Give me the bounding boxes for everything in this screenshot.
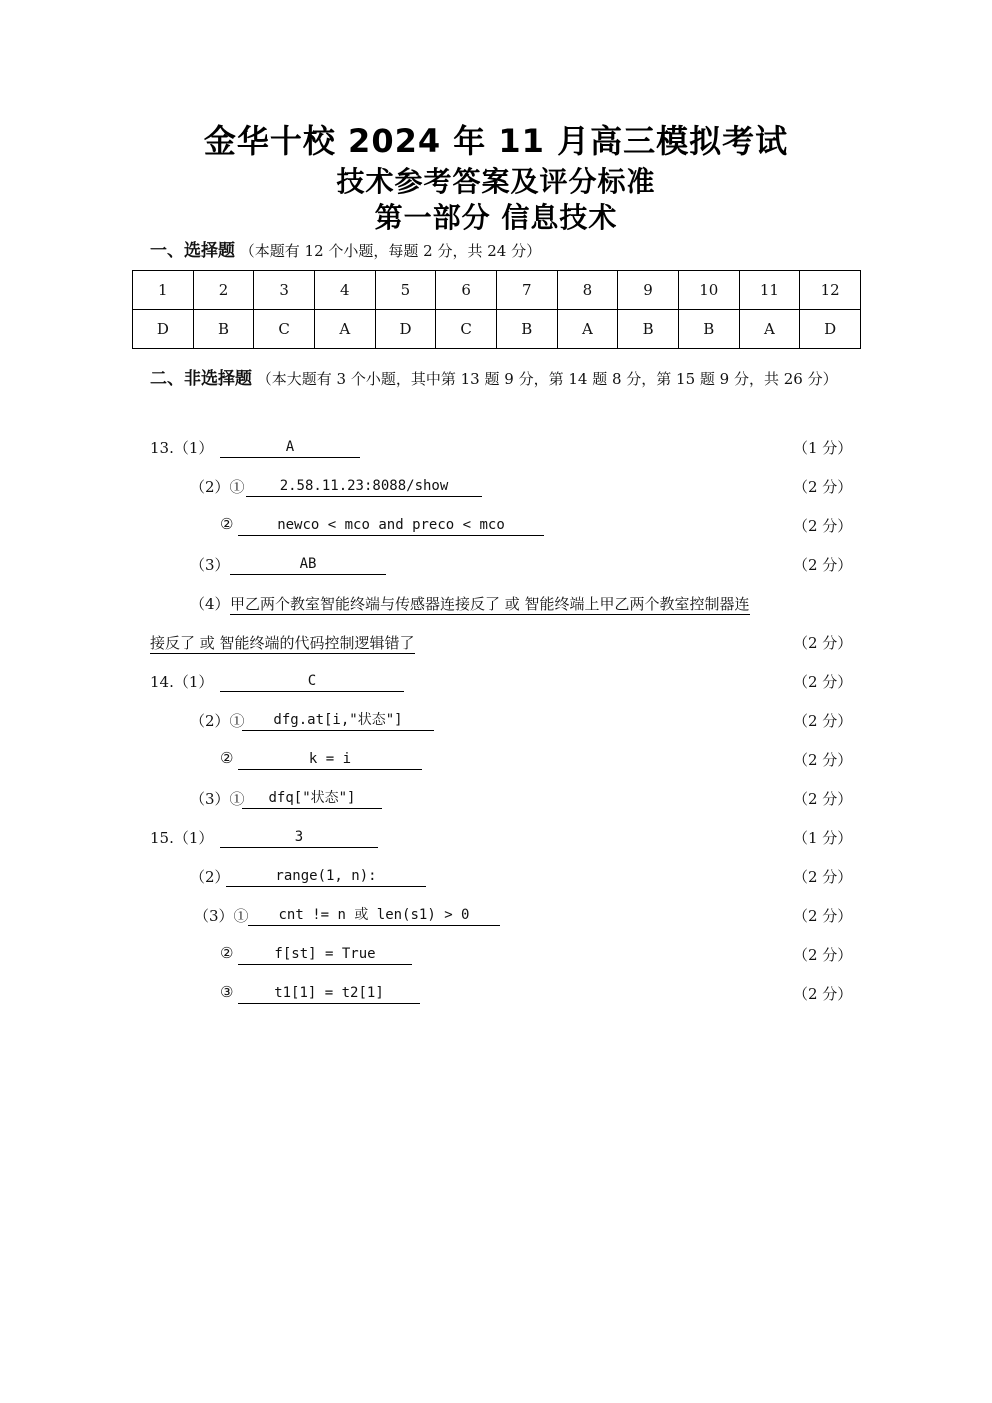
mc-num-8: 8: [557, 271, 618, 310]
answer-14-1: [0, 671, 992, 695]
answer-blank: range(1, n):: [226, 866, 426, 887]
answer-13-4: [0, 593, 992, 617]
score: （2 分）: [793, 946, 853, 964]
answer-15-3a: [0, 905, 992, 929]
answer-blank: A: [220, 437, 360, 458]
score: （2 分）: [793, 790, 853, 808]
question-label: （2）①: [190, 478, 245, 496]
answer-blank: cnt != n 或 len(s1) > 0: [248, 905, 500, 926]
section1-note: （本题有 12 个小题，每题 2 分，共 24 分）: [239, 242, 542, 260]
score: （2 分）: [793, 517, 853, 535]
answer-13-2b: [0, 515, 992, 539]
answer-blank: AB: [230, 554, 386, 575]
score: （2 分）: [793, 868, 853, 886]
score: （2 分）: [793, 751, 853, 769]
mc-num-1: 1: [133, 271, 194, 310]
mc-num-4: 4: [314, 271, 375, 310]
answer-blank: C: [220, 671, 404, 692]
question-label: （2）: [190, 868, 230, 886]
answer-blank: dfg.at[i,"状态"]: [242, 710, 434, 731]
score: （2 分）: [793, 478, 853, 496]
mc-num-9: 9: [618, 271, 679, 310]
answer-15-1: [0, 827, 992, 851]
part-title: 第一部分 信息技术: [374, 201, 618, 234]
mc-num-3: 3: [254, 271, 315, 310]
answer-13-2a: [0, 476, 992, 500]
mc-ans-1: D: [133, 310, 194, 349]
score: （2 分）: [793, 712, 853, 730]
score: （2 分）: [793, 673, 853, 691]
answer-row: [133, 310, 861, 349]
answer-15-3b: [0, 944, 992, 968]
score: （1 分）: [793, 829, 853, 847]
question-label: （3）①: [190, 790, 245, 808]
question-label: （2）①: [190, 712, 245, 730]
question-label: ③: [220, 983, 234, 1001]
question-label: ②: [220, 515, 234, 533]
mc-num-6: 6: [436, 271, 497, 310]
question-number-row: [133, 271, 861, 310]
question-label: 14.（1）: [150, 673, 214, 691]
mc-num-7: 7: [496, 271, 557, 310]
mc-ans-8: A: [557, 310, 618, 349]
mc-num-10: 10: [678, 271, 739, 310]
answer-blank: f[st] = True: [238, 944, 412, 965]
mc-num-11: 11: [739, 271, 800, 310]
question-label: ②: [220, 749, 234, 767]
answer-14-3: [0, 788, 992, 812]
mc-num-5: 5: [375, 271, 436, 310]
mc-ans-4: A: [314, 310, 375, 349]
question-label: 15.（1）: [150, 829, 214, 847]
section2-heading: [150, 360, 850, 399]
mc-ans-11: A: [739, 310, 800, 349]
answer-blank: 2.58.11.23:8088/show: [246, 476, 482, 497]
answer-blank: t1[1] = t2[1]: [238, 983, 420, 1004]
mc-ans-6: C: [436, 310, 497, 349]
answer-13-1: [0, 437, 992, 461]
mc-ans-7: B: [496, 310, 557, 349]
answer-14-2a: [0, 710, 992, 734]
question-label: ②: [220, 944, 234, 962]
section2-note: （本大题有 3 个小题，其中第 13 题 9 分，第 14 题 8 分，第 15 题 9 分，共 26 分）: [256, 370, 838, 388]
exam-title: 金华十校 2024 年 11 月高三模拟考试: [203, 122, 789, 160]
answer-15-2: [0, 866, 992, 890]
question-label: （3）①: [194, 907, 249, 925]
answer-line-1: 甲乙两个教室智能终端与传感器连接反了 或 智能终端上甲乙两个教室控制器连: [230, 595, 750, 613]
answer-14-2b: [0, 749, 992, 773]
question-label: （3）: [190, 556, 230, 574]
answer-blank: newco < mco and preco < mco: [238, 515, 544, 536]
score: （1 分）: [793, 439, 853, 457]
mc-ans-10: B: [678, 310, 739, 349]
mc-ans-3: C: [254, 310, 315, 349]
mc-num-12: 12: [800, 271, 861, 310]
mc-ans-9: B: [618, 310, 679, 349]
mc-ans-5: D: [375, 310, 436, 349]
score: （2 分）: [793, 634, 853, 652]
score: （2 分）: [793, 985, 853, 1003]
section1-title: 一、选择题: [150, 241, 235, 261]
answer-blank: dfq["状态"]: [242, 788, 382, 809]
answer-13-4-cont: [0, 632, 992, 656]
section1-heading: [150, 241, 541, 261]
score: （2 分）: [793, 556, 853, 574]
answer-blank: 3: [220, 827, 378, 848]
answer-key-title: 技术参考答案及评分标准: [336, 165, 656, 198]
section2-title: 二、非选择题: [150, 369, 252, 389]
answer-13-3: [0, 554, 992, 578]
multiple-choice-table: [132, 270, 861, 349]
mc-ans-2: B: [193, 310, 254, 349]
answer-15-3c: [0, 983, 992, 1007]
question-label: （4）: [190, 595, 230, 613]
answer-line-2: 接反了 或 智能终端的代码控制逻辑错了: [150, 634, 415, 652]
mc-num-2: 2: [193, 271, 254, 310]
question-label: 13.（1）: [150, 439, 214, 457]
answer-blank: k = i: [238, 749, 422, 770]
mc-ans-12: D: [800, 310, 861, 349]
score: （2 分）: [793, 907, 853, 925]
